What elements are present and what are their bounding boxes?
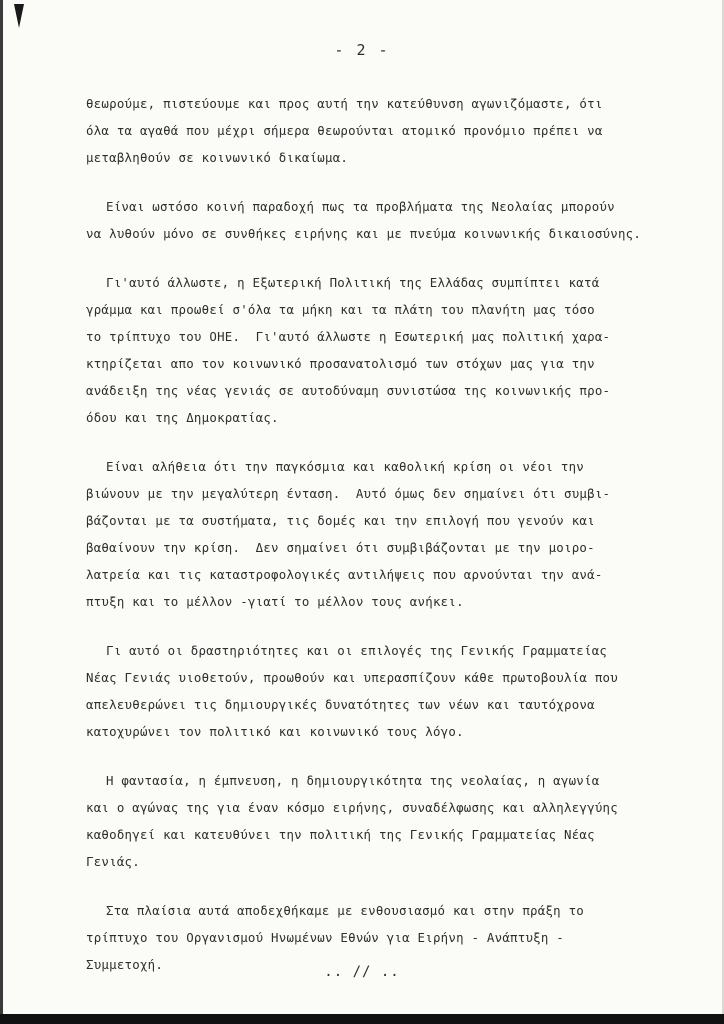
text-line: το τρίπτυχο του ΟΗΕ. Γι'αυτό άλλωστε η Εσωτερική μας πολιτική χαρα- xyxy=(86,329,611,344)
paragraph xyxy=(86,193,676,247)
text-line: βάζονται με τα συστήματα, τις δομές και την επιλογή που γενούν και xyxy=(86,513,595,528)
text-line: να λυθούν μόνο σε συνθήκες ειρήνης και με πνεύμα κοινωνικής δικαιοσύνης. xyxy=(86,226,642,241)
scan-left-edge xyxy=(0,0,3,1024)
text-line: Γι αυτό οι δραστηριότητες και οι επιλογές της Γενικής Γραμματείας xyxy=(106,643,608,658)
text-line: γράμμα και προωθεί σ'όλα τα μήκη και τα πλάτη του πλανήτη μας τόσο xyxy=(86,302,595,317)
text-line: ανάδειξη της νέας γενιάς σε αυτοδύναμη συνιστώσα της κοινωνικής προ- xyxy=(86,383,611,398)
text-line: μεταβληθούν σε κοινωνικό δικαίωμα. xyxy=(86,150,349,165)
paragraph xyxy=(86,767,676,875)
text-line: τρίπτυχο του Οργανισμού Ηνωμένων Εθνών για Ειρήνη - Ανάπτυξη - xyxy=(86,930,565,945)
paragraph xyxy=(86,269,676,431)
text-line: όλα τα αγαθά που μέχρι σήμερα θεωρούνται ατομικό προνόμιο πρέπει να xyxy=(86,123,603,138)
continuation-mark: .. // .. xyxy=(324,964,400,980)
text-line: Η φαντασία, η έμπνευση, η δημιουργικότητα της νεολαίας, η αγωνία xyxy=(106,773,600,788)
page-number: - 2 - xyxy=(334,41,390,59)
text-line: Συμμετοχή. xyxy=(86,957,164,972)
text-line: βαθαίνουν την κρίση. Δεν σημαίνει ότι συμβιβάζονται με την μοιρο- xyxy=(86,540,595,555)
text-line: Νέας Γενιάς υιοθετούν, προωθούν και υπερασπίζουν κάθε πρωτοβουλία που xyxy=(86,670,618,685)
text-line: και ο αγώνας της για έναν κόσμο ειρήνης, συναδέλφωσης και αλληλεγγύης xyxy=(86,800,618,815)
text-line: Στα πλαίσια αυτά αποδεχθήκαμε με ενθουσιασμό και στην πράξη το xyxy=(106,903,585,918)
text-line: Είναι ωστόσο κοινή παραδοχή πως τα προβλήματα της Νεολαίας μπορούν xyxy=(106,199,615,214)
text-line: θεωρούμε, πιστεύουμε και προς αυτή την κατεύθυνση αγωνιζόμαστε, ότι xyxy=(86,96,603,111)
text-line: πτυξη και το μέλλον -γιατί το μέλλον τους ανήκει. xyxy=(86,594,464,609)
text-line: απελευθερώνει τις δημιουργικές δυνατότητες των νέων και ταυτόχρονα xyxy=(86,697,595,712)
paragraph xyxy=(86,453,676,615)
text-line: όδου και της Δημοκρατίας. xyxy=(86,410,279,425)
punch-mark xyxy=(14,4,24,28)
paragraph xyxy=(86,90,676,171)
text-line: καθοδηγεί και κατευθύνει την πολιτική της Γενικής Γραμματείας Νέας xyxy=(86,827,595,842)
scan-bottom-edge xyxy=(0,1014,724,1024)
body-text xyxy=(86,90,676,1000)
text-line: λατρεία και τις καταστροφολογικές αντιλήψεις που αρνούνται την ανά- xyxy=(86,567,603,582)
text-line: βιώνουν με την μεγαλύτερη ένταση. Αυτό όμως δεν σημαίνει ότι συμβι- xyxy=(86,486,611,501)
paragraph xyxy=(86,637,676,745)
text-line: Γι'αυτό άλλωστε, η Εξωτερική Πολιτική της Ελλάδας συμπίπτει κατά xyxy=(106,275,600,290)
text-line: κατοχυρώνει τον πολιτικό και κοινωνικό τους λόγο. xyxy=(86,724,464,739)
text-line: Είναι αλήθεια ότι την παγκόσμια και καθολική κρίση οι νέοι την xyxy=(106,459,585,474)
text-line: Γενιάς. xyxy=(86,854,140,869)
text-line: κτηρίζεται απο τον κοινωνικό προσανατολισμό των στόχων μας για την xyxy=(86,356,595,371)
